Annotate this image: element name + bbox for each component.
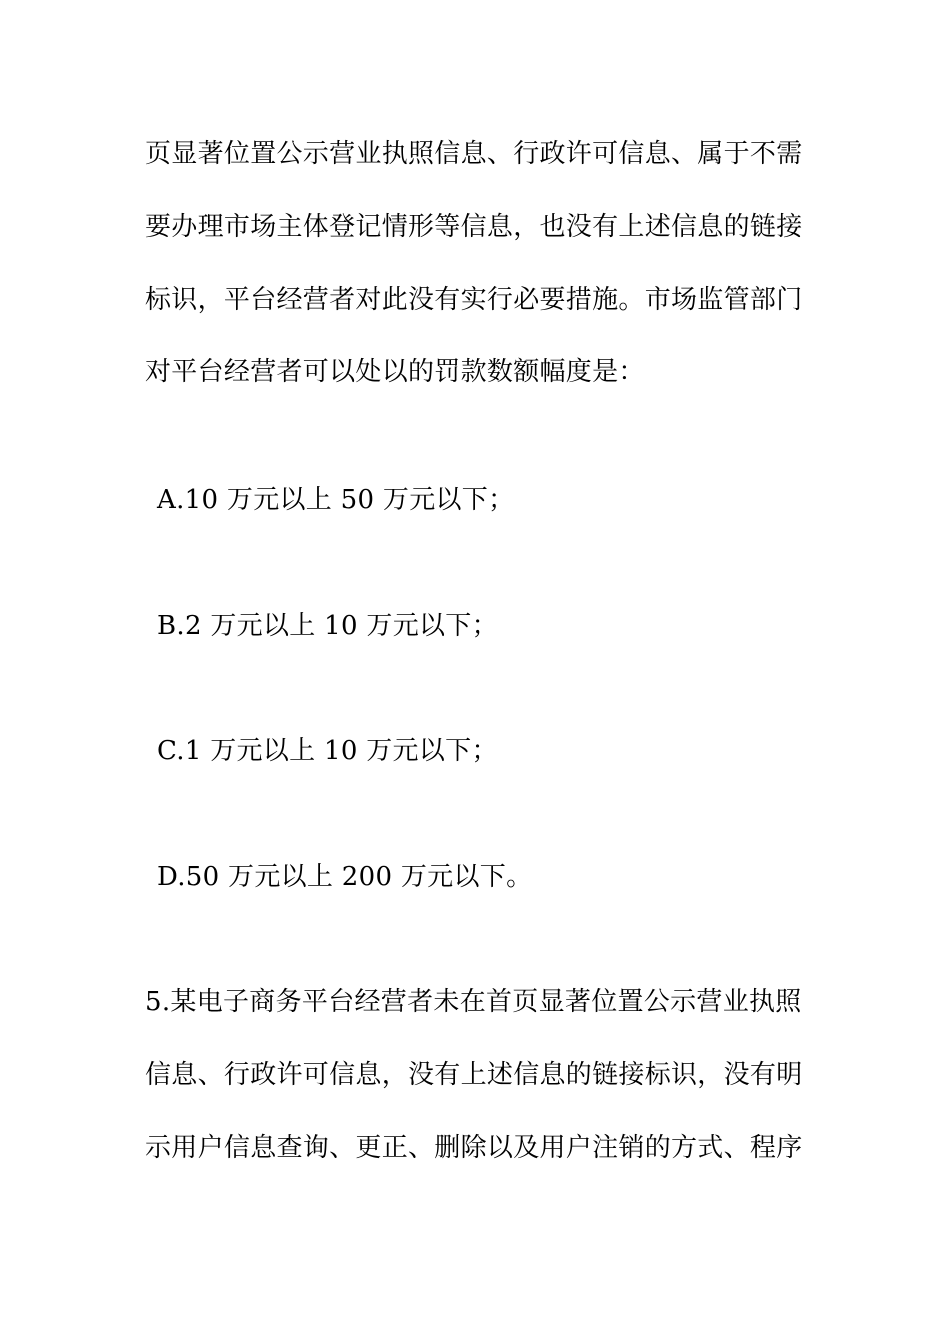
paragraph-line: 标识，平台经营者对此没有实行必要措施。市场监管部门 [145,285,803,315]
question-line: 示用户信息查询、更正、删除以及用户注销的方式、程序 [145,1133,803,1163]
question-line: 5.某电子商务平台经营者未在首页显著位置公示营业执照 [145,987,802,1017]
paragraph-line: 页显著位置公示营业执照信息、行政许可信息、属于不需 [145,139,803,169]
option-b: B.2 万元以上 10 万元以下； [157,611,498,641]
option-c: C.1 万元以上 10 万元以下； [157,736,498,766]
paragraph-line: 对平台经营者可以处以的罚款数额幅度是： [145,357,645,387]
option-a: A.10 万元以上 50 万元以下； [157,485,515,515]
paragraph-line: 要办理市场主体登记情形等信息，也没有上述信息的链接 [145,212,803,242]
question-line: 信息、行政许可信息，没有上述信息的链接标识，没有明 [145,1060,803,1090]
option-d: D.50 万元以上 200 万元以下。 [157,862,533,892]
